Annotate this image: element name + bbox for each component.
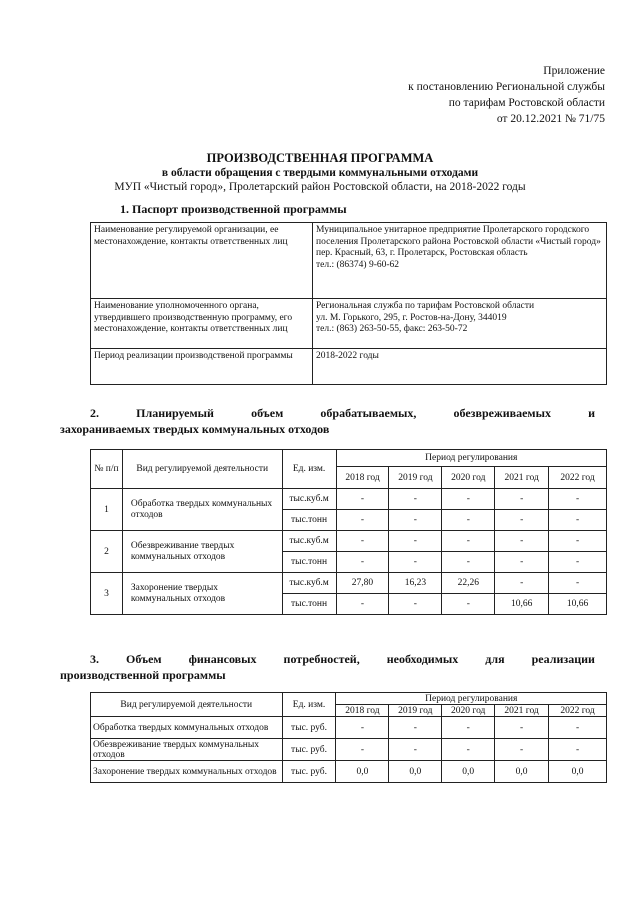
row-value: 16,23 — [389, 573, 442, 594]
header-year: 2018 год — [336, 467, 389, 489]
row-value: - — [549, 531, 607, 552]
row-value: - — [389, 717, 442, 739]
table-row — [91, 299, 607, 349]
passport-value — [313, 349, 607, 385]
table-row — [91, 739, 607, 761]
row-unit: тыс.куб.м — [282, 531, 336, 552]
table-header-row — [91, 693, 607, 705]
row-value: - — [389, 552, 442, 573]
section-2-heading — [60, 405, 595, 437]
row-value: - — [549, 573, 607, 594]
row-value: - — [495, 573, 549, 594]
row-value: 10,66 — [549, 594, 607, 615]
row-unit: тыс. руб. — [282, 761, 336, 783]
section-2-heading-line-2: захораниваемых твердых коммунальных отходов — [60, 422, 330, 436]
passport-table — [90, 222, 607, 385]
passport-label: Период реализации производственой программы — [91, 349, 313, 385]
section-3-word: Объем — [126, 652, 162, 666]
section-2-word: Планируемый — [136, 406, 214, 420]
passport-value-line: тел.: (863) 263-50-55, факс: 263-50-72 — [316, 324, 468, 334]
table-row — [91, 573, 607, 594]
title-line-1: ПРОИЗВОДСТВЕННАЯ ПРОГРАММА — [206, 151, 434, 165]
header-year: 2020 год — [442, 467, 495, 489]
row-value: 0,0 — [389, 761, 442, 783]
row-value: - — [495, 552, 549, 573]
section-2-word: и — [588, 406, 595, 420]
passport-value-line: Региональная служба по тарифам Ростовской области — [316, 301, 535, 311]
header-unit: Ед. изм. — [282, 450, 336, 489]
row-value: - — [442, 717, 495, 739]
header-year: 2022 год — [549, 705, 607, 717]
row-value: - — [336, 594, 389, 615]
title-line-3: МУП «Чистый город», Пролетарский район Ростовской области, на 2018-2022 годы — [114, 181, 526, 193]
passport-value — [313, 299, 607, 349]
row-value: - — [549, 510, 607, 531]
table-row — [91, 761, 607, 783]
row-value: - — [442, 594, 495, 615]
row-value: - — [336, 531, 389, 552]
row-num: 3 — [91, 573, 123, 615]
section-3-word: потребностей, — [283, 652, 360, 666]
row-value: - — [442, 552, 495, 573]
row-activity: Обработка твердых коммунальных отходов — [91, 717, 283, 739]
row-value: - — [442, 510, 495, 531]
header-activity: Вид регулируемой деятельности — [122, 450, 282, 489]
row-value: - — [336, 739, 389, 761]
table-row — [91, 349, 607, 385]
row-unit: тыс.тонн — [282, 594, 336, 615]
header-unit: Ед. изм. — [282, 693, 336, 717]
row-value: 0,0 — [442, 761, 495, 783]
row-activity: Захоронение твердых коммунальных отходов — [91, 761, 283, 783]
row-activity: Обезвреживание твердых коммунальных отходов — [91, 739, 283, 761]
row-value: 0,0 — [336, 761, 389, 783]
row-value: - — [442, 489, 495, 510]
section-2-word: обрабатываемых, — [320, 406, 417, 420]
section-2-heading-line-1 — [90, 405, 595, 421]
row-value: - — [495, 531, 549, 552]
row-activity: Захоронение твердых коммунальных отходов — [122, 573, 282, 615]
row-value: - — [549, 717, 607, 739]
row-value: - — [336, 717, 389, 739]
title-line-2: в области обращения с твердыми коммунальными отходами — [161, 167, 479, 179]
row-num: 1 — [91, 489, 123, 531]
section-3-word: необходимых — [386, 652, 459, 666]
row-value: - — [442, 739, 495, 761]
row-unit: тыс. руб. — [282, 717, 336, 739]
row-value: 0,0 — [549, 761, 607, 783]
section-3-number: 3. — [90, 652, 99, 666]
row-unit: тыс.куб.м — [282, 573, 336, 594]
row-num: 2 — [91, 531, 123, 573]
section-1-heading: 1. Паспорт производственной программы — [120, 202, 347, 216]
passport-value-line: пер. Красный, 63, г. Пролетарск, Ростовская область — [316, 248, 528, 258]
row-value: - — [549, 739, 607, 761]
section-3-heading-line-1 — [90, 651, 595, 667]
appendix-line: от 20.12.2021 № 71/75 — [496, 113, 605, 125]
row-value: - — [336, 510, 389, 531]
table-row — [91, 717, 607, 739]
passport-label: Наименование регулируемой организации, ее местонахождение, контакты ответственных лиц — [91, 223, 313, 299]
row-value: - — [389, 531, 442, 552]
passport-value-line: ул. М. Горького, 295, г. Ростов-на-Дону, 344019 — [316, 312, 507, 323]
row-value: - — [389, 594, 442, 615]
row-value: 10,66 — [495, 594, 549, 615]
header-period: Период регулирования — [336, 693, 607, 705]
passport-value-line: 2018-2022 годы — [316, 351, 379, 361]
row-unit: тыс. руб. — [282, 739, 336, 761]
header-year: 2019 год — [389, 467, 442, 489]
row-value: - — [549, 552, 607, 573]
row-value: 0,0 — [495, 761, 549, 783]
header-year: 2021 год — [495, 467, 549, 489]
row-value: - — [495, 739, 549, 761]
row-value: - — [495, 717, 549, 739]
document-title — [0, 150, 640, 195]
row-value: 27,80 — [336, 573, 389, 594]
section-3-heading-line-2: производственной программы — [60, 668, 226, 682]
row-value: - — [495, 489, 549, 510]
row-value: - — [495, 510, 549, 531]
row-unit: тыс.тонн — [282, 552, 336, 573]
table-row — [91, 223, 607, 299]
section-2-number: 2. — [90, 406, 99, 420]
row-value: - — [336, 489, 389, 510]
header-year: 2019 год — [389, 705, 442, 717]
table-row — [91, 489, 607, 510]
appendix-line: по тарифам Ростовской области — [448, 97, 605, 109]
table-row — [91, 531, 607, 552]
header-year: 2020 год — [442, 705, 495, 717]
row-unit: тыс.куб.м — [282, 489, 336, 510]
row-activity: Обработка твердых коммунальных отходов — [122, 489, 282, 531]
appendix-line: Приложение — [543, 65, 605, 77]
section-2-word: обезвреживаемых — [453, 406, 551, 420]
row-value: - — [389, 739, 442, 761]
row-value: - — [336, 552, 389, 573]
section-3-heading — [60, 651, 595, 683]
passport-value — [313, 223, 607, 299]
table-header-row — [91, 450, 607, 467]
appendix-line: к постановлению Региональной службы — [408, 81, 605, 93]
row-value: - — [389, 510, 442, 531]
passport-label: Наименование уполномоченного органа, утвердившего производственную программу, его местонахождение, контакты ответственных лиц — [91, 299, 313, 349]
passport-value-line: тел.: (86374) 9-60-62 — [316, 259, 400, 270]
section-3-word: реализации — [531, 652, 595, 666]
header-year: 2018 год — [336, 705, 389, 717]
section-3-word: для — [485, 652, 505, 666]
section-2-word: объем — [251, 406, 284, 420]
header-year: 2021 год — [495, 705, 549, 717]
financial-needs-table — [90, 692, 607, 783]
passport-value-line: Муниципальное унитарное предприятие Пролетарского городского поселения Пролетарского района Ростовской области «Чистый город» — [316, 225, 601, 247]
header-num: № п/п — [91, 450, 123, 489]
header-period: Период регулирования — [336, 450, 606, 467]
appendix-block — [345, 63, 605, 127]
section-3-word: финансовых — [188, 652, 257, 666]
row-value: - — [549, 489, 607, 510]
planned-volume-table — [90, 449, 607, 615]
row-value: 22,26 — [442, 573, 495, 594]
header-activity: Вид регулируемой деятельности — [91, 693, 283, 717]
header-year: 2022 год — [549, 467, 607, 489]
row-value: - — [389, 489, 442, 510]
row-unit: тыс.тонн — [282, 510, 336, 531]
row-value: - — [442, 531, 495, 552]
row-activity: Обезвреживание твердых коммунальных отходов — [122, 531, 282, 573]
